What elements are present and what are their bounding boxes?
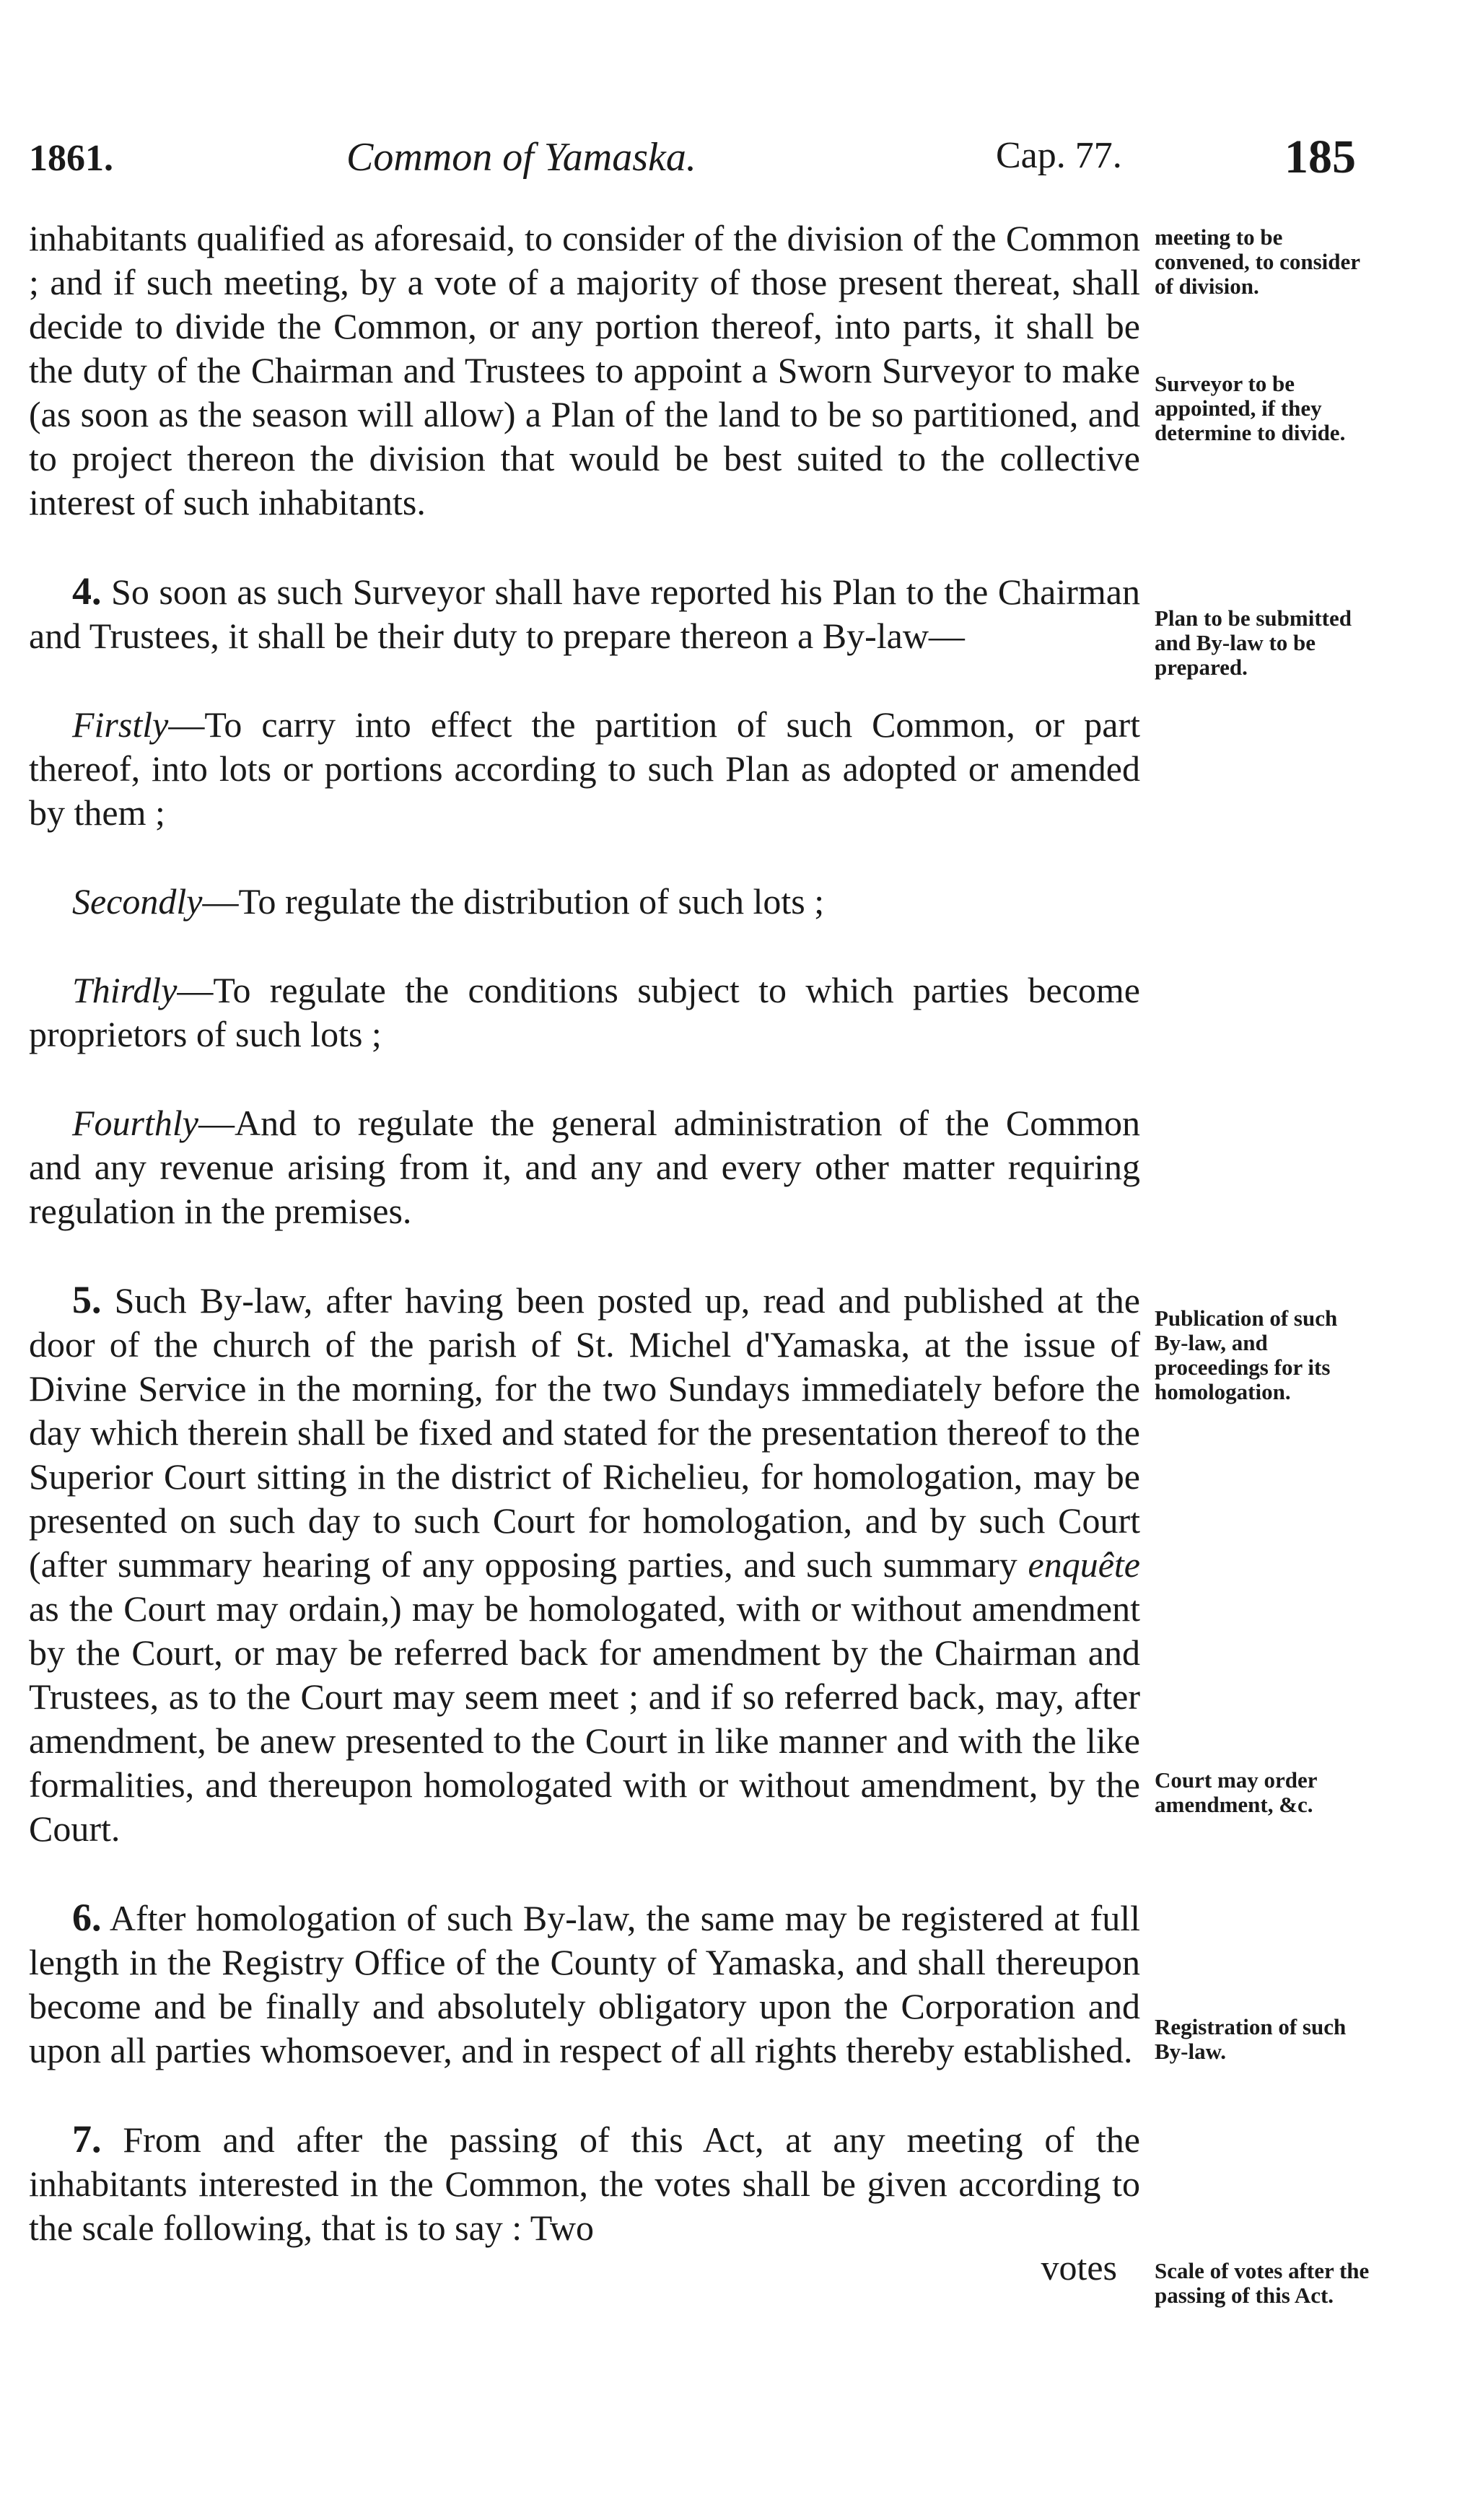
section-number: 5. bbox=[72, 1278, 102, 1321]
margin-note: Court may order amendment, &c. bbox=[1155, 1767, 1317, 1817]
margin-note: Plan to be submitted and By-law to be prepared. bbox=[1155, 605, 1352, 680]
section-text: So soon as such Surveyor shall have reported his Plan to the Chairman and Trustees, it shall be their duty to prepare thereon a By-law— bbox=[29, 572, 1140, 656]
section-6 bbox=[29, 1896, 1140, 2073]
clause-fourthly bbox=[29, 1101, 1140, 1233]
clause-text: —To regulate the distribution of such lots ; bbox=[202, 881, 825, 922]
clause-label: Secondly bbox=[72, 881, 203, 922]
margin-note: Scale of votes after the passing of this Act. bbox=[1155, 2258, 1370, 2308]
section-text: Such By-law, after having been posted up, read and published at the door of the church of the parish of St. Michel d'Yamaska, at the issue of Divine Service in the morning, for the two Sundays immediately before the day which therein shall be fixed and stated for the presentation thereof to the Superior Court sitting in the district of Richelieu, for homologation, may be presented on such day to such Court for homologation, and by such Court (after summary hearing of any opposing parties, and such summary bbox=[29, 1280, 1140, 1585]
margin-note: Registration of such By-law. bbox=[1155, 2014, 1347, 2064]
clause-secondly bbox=[29, 880, 1140, 924]
section-text-italic: enquête bbox=[1028, 1544, 1140, 1585]
section-text: After homologation of such By-law, the same may be registered at full length in the Registry Office of the County of Yamaska, and shall thereupon become and be finally and absolutely obligatory upon the Corporation and upon all parties whomsoever, and in respect of all rights thereby established. bbox=[29, 1898, 1140, 2070]
main-text bbox=[29, 216, 1140, 2290]
section-text: as the Court may ordain,) may be homologated, with or without amendment by the Court, or may be referred back for amendment by the Chairman and Trustees, as to the Court may seem meet ; and if so referred back, may, after amendment, be anew presented to the Court in like manner and with the like formalities, and thereupon homologated with or without amendment, by the Court. bbox=[29, 1588, 1140, 1849]
catchword: votes bbox=[1041, 2247, 1117, 2288]
section-text: From and after the passing of this Act, at any meeting of the inhabitants interested in the Common, the votes shall be given according to the scale following, that is to say : Two bbox=[29, 2119, 1140, 2248]
section-4 bbox=[29, 569, 1140, 658]
header-title: Common of Yamaska. bbox=[346, 135, 696, 180]
section-7 bbox=[29, 2117, 1140, 2250]
clause-label: Fourthly bbox=[72, 1103, 198, 1143]
page-number: 185 bbox=[1284, 131, 1356, 183]
margin-note: Surveyor to be appointed, if they determine to divide. bbox=[1155, 371, 1346, 445]
clause-text: —And to regulate the general administration of the Common and any revenue arising from it, and any and every other matter requiring regulation in the premises. bbox=[29, 1103, 1140, 1231]
clause-text: —To carry into effect the partition of such Common, or part thereof, into lots or portions according to such Plan as adopted or amended by them ; bbox=[29, 704, 1140, 833]
running-header bbox=[29, 130, 1356, 188]
clause-firstly bbox=[29, 703, 1140, 835]
section-number: 6. bbox=[72, 1896, 102, 1939]
clause-text: —To regulate the conditions subject to which parties become proprietors of such lots ; bbox=[29, 970, 1140, 1054]
margin-note: Publication of such By-law, and proceedings for its homologation. bbox=[1155, 1305, 1338, 1404]
clause-label: Thirdly bbox=[72, 970, 178, 1010]
header-chapter: Cap. 77. bbox=[996, 135, 1122, 176]
clause-thirdly bbox=[29, 968, 1140, 1056]
section-number: 4. bbox=[72, 569, 102, 613]
section-number: 7. bbox=[72, 2117, 102, 2161]
section-5 bbox=[29, 1278, 1140, 1851]
margin-note: meeting to be convened, to consider of division. bbox=[1155, 224, 1360, 299]
clause-label: Firstly bbox=[72, 704, 169, 745]
paragraph-continuation: inhabitants qualified as aforesaid, to consider of the division of the Common ; and if such meeting, by a vote of a majority of those present thereat, shall decide to divide the Common, or any portion thereof, into parts, it shall be the duty of the Chairman and Trustees to appoint a Sworn Surveyor to make (as soon as the season will allow) a Plan of the land to be so partitioned, and to project thereon the division that would be best suited to the collective interest of such inhabitants. bbox=[29, 218, 1140, 522]
header-year: 1861. bbox=[29, 138, 113, 179]
